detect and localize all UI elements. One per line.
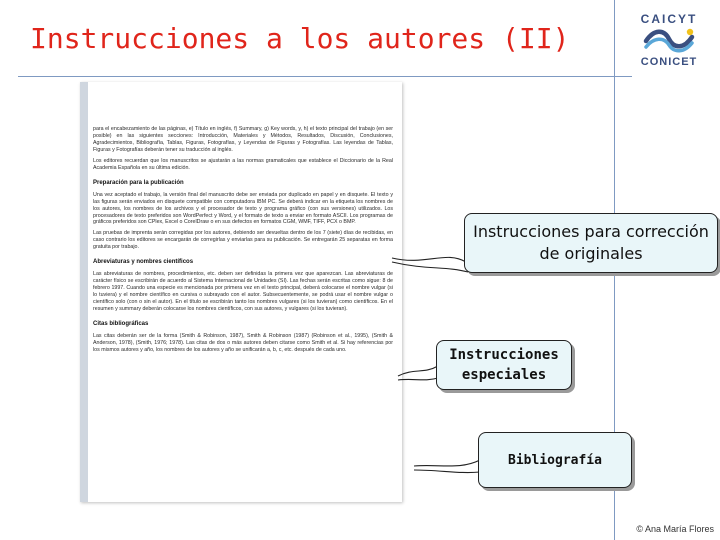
connector-line: [392, 262, 468, 272]
callout-instrucciones-especiales: Instrucciones especiales: [436, 340, 572, 390]
doc-paragraph: para el encabezamiento de las páginas, e) Título en inglés, f) Summary, g) Key words, y, h) el texto principal del trabajo (en ser posible) en las siguientes secciones: Introducción, Materiales y Métodos, Resultados, Discusión, Conclusiones, Agradecimientos, Bibliografía, Tablas, Figuras, Fotografías, y Leyendas de Figuras y Fotografías. Las leyendas de Tablas, Figuras y Fotografías deberán tener su traducción al inglés.: [93, 126, 393, 153]
callout-bibliografia: Bibliografía: [478, 432, 632, 488]
doc-paragraph: Los editores recuerdan que los manuscritos se ajustarán a las normas gramaticales que establece el Diccionario de la Real Academia Española en su última edición.: [93, 157, 393, 171]
connector-line: [414, 470, 480, 473]
callout-correccion-originales: Instrucciones para corrección de originales: [464, 213, 718, 273]
doc-heading-citas: Citas bibliográficas: [93, 320, 149, 327]
slide-title: Instrucciones a los autores (II): [30, 22, 570, 55]
doc-heading-preparacion: Preparación para la publicación: [93, 179, 184, 186]
connector-line: [398, 366, 438, 376]
logo-top-text: CAICYT: [640, 12, 698, 26]
connector-line: [398, 378, 438, 380]
doc-paragraph: Las pruebas de imprenta serán corregidas por los autores, debiendo ser devueltas dentro de los 7 (siete) días de recibidas, en caso contrario los editores se encargarán de corregirlas y enviarlas para su publicación. Se entregarán 25 separatas en forma gratuita por trabajo.: [93, 230, 393, 251]
copyright-note: © Ana María Flores: [636, 524, 714, 534]
logo-bottom-text: CONICET: [640, 56, 698, 68]
doc-paragraph: Las citas deberán ser de la forma (Smith & Robinson, 1987), Smith & Robinson (1987) (Robinson et al., 1995), (Smith & Anderson, 1978), (Smith, 1976; 1978). Las citas de dos o más autores deben citarse como Smith et al. Si hay referencias por los mismos autores y año, los nombres de los autores y año se unificarán a, b, c, etc. después de cada uno.: [93, 332, 393, 353]
doc-paragraph: Una vez aceptado el trabajo, la versión final del manuscrito debe ser enviada por duplicado en papel y en disquete. El texto y las figuras serán enviados en disquete compatible con computadora IBM PC. Se deberá indicar en la etiqueta los nombres de los autores, los nombres de los archivos y el procesador de texto y programa gráfico (con sus versiones) utilizados. Los procesadores de texto preferidos son WordPerfect y Word, y el formato de texto a enviar en formato ASCII. Los programas de gráficos preferidos son CPlex, Excel o CorelDraw o en sus defectos en formatos CGM, WMF, TIFF, PCX o BMP.: [93, 191, 393, 226]
doc-heading-abreviaturas: Abreviaturas y nombres científicos: [93, 259, 194, 266]
connector-line: [392, 257, 466, 262]
connector-line: [414, 460, 480, 466]
doc-paragraph: Las abreviaturas de nombres, procedimientos, etc. deben ser definidas la primera vez que aparezcan. Las abreviaturas de carácter físico se escribirán de acuerdo al Sistema Internacional de Unidades (SI). Las fechas serán escritas como sigue: 8 de febrero 1997. Cuando una especie es mencionada por primera vez en el texto principal, deberá colocarse el nombre vulgar (si lo tuviera) y el nombre científico en cursiva o subrayado con el autor. Subsecuentemente, se podrá usar el nombre vulgar o científico solo (con o sin el autor). En el título se escribirán tanto los nombres vulgares (si los tuvieran) como científicos. En el resumen y summary deberán colocarse los nombres científicos, con sus autores, y vulgares (si los tuvieran).: [93, 271, 393, 313]
